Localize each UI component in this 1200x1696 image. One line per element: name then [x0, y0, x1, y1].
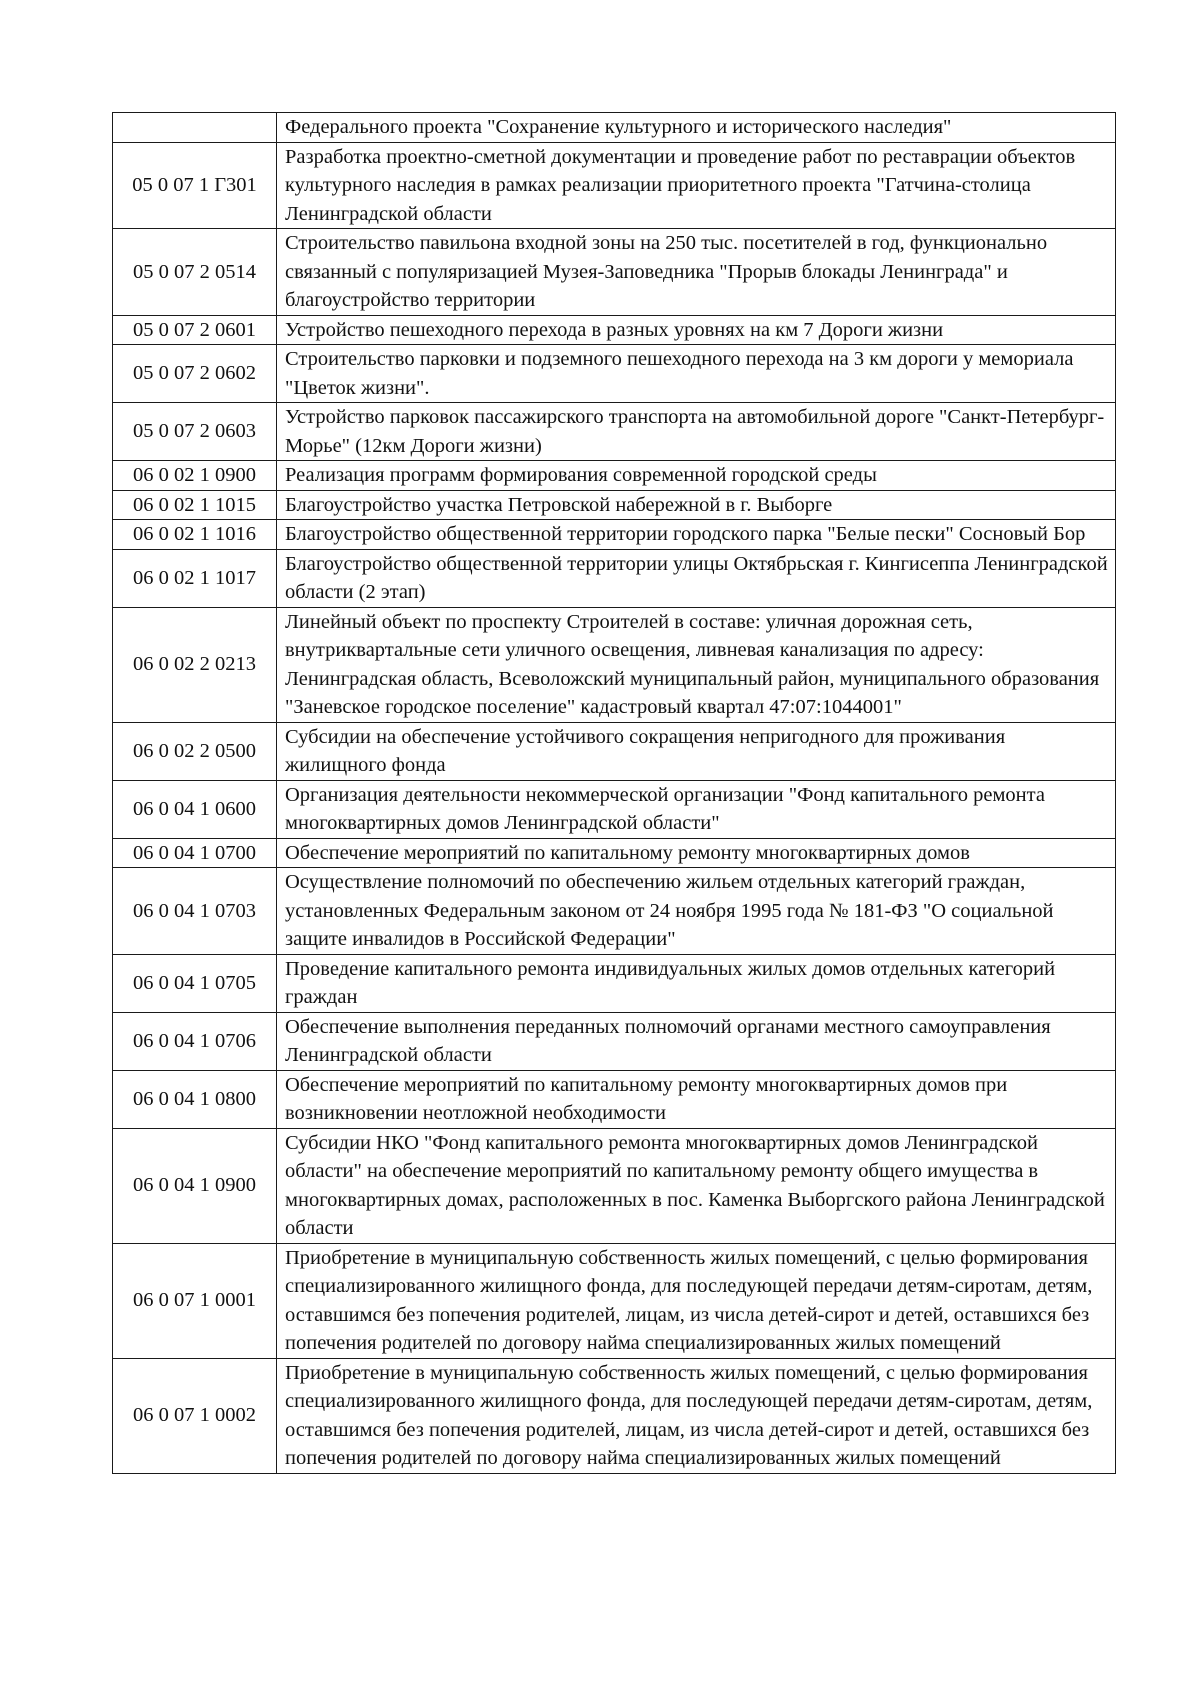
code-cell: 06 0 02 1 1016 — [113, 520, 277, 550]
description-cell: Обеспечение выполнения переданных полномочий органами местного самоуправления Ленинградской области — [277, 1012, 1116, 1070]
table-row — [113, 142, 1116, 229]
table-row — [113, 1243, 1116, 1358]
code-cell: 06 0 04 1 0800 — [113, 1070, 277, 1128]
table-row — [113, 113, 1116, 143]
code-cell: 06 0 02 1 0900 — [113, 461, 277, 491]
code-cell: 06 0 04 1 0706 — [113, 1012, 277, 1070]
code-cell: 05 0 07 2 0601 — [113, 315, 277, 345]
code-cell: 06 0 04 1 0703 — [113, 868, 277, 955]
table-row — [113, 722, 1116, 780]
description-cell: Линейный объект по проспекту Строителей в составе: уличная дорожная сеть, внутриквартальные сети уличного освещения, ливневая канализация по адресу: Ленинградская область, Всеволожский муниципальный район, муниципального образования "Заневское городское поселение" кадастровый квартал 47:07:1044001" — [277, 607, 1116, 722]
description-cell: Организация деятельности некоммерческой организации "Фонд капитального ремонта многоквартирных домов Ленинградской области" — [277, 780, 1116, 838]
table-row — [113, 954, 1116, 1012]
description-cell: Устройство пешеходного перехода в разных уровнях на км 7 Дороги жизни — [277, 315, 1116, 345]
table-row — [113, 520, 1116, 550]
description-cell: Разработка проектно-сметной документации и проведение работ по реставрации объектов культурного наследия в рамках реализации приоритетного проекта "Гатчина-столица Ленинградской области — [277, 142, 1116, 229]
table-row — [113, 229, 1116, 316]
code-cell: 06 0 07 1 0002 — [113, 1358, 277, 1473]
table-row — [113, 1358, 1116, 1473]
description-cell: Благоустройство общественной территории городского парка "Белые пески" Сосновый Бор — [277, 520, 1116, 550]
description-cell: Реализация программ формирования современной городской среды — [277, 461, 1116, 491]
description-cell: Обеспечение мероприятий по капитальному ремонту многоквартирных домов — [277, 838, 1116, 868]
table-row — [113, 1128, 1116, 1243]
table-row — [113, 549, 1116, 607]
code-cell: 06 0 07 1 0001 — [113, 1243, 277, 1358]
table-row — [113, 461, 1116, 491]
code-cell: 06 0 02 1 1015 — [113, 490, 277, 520]
code-cell: 06 0 04 1 0705 — [113, 954, 277, 1012]
table-row — [113, 1070, 1116, 1128]
code-cell: 06 0 04 1 0600 — [113, 780, 277, 838]
table-row — [113, 490, 1116, 520]
table-row — [113, 315, 1116, 345]
code-cell: 06 0 04 1 0900 — [113, 1128, 277, 1243]
table-row — [113, 345, 1116, 403]
code-cell: 05 0 07 2 0602 — [113, 345, 277, 403]
code-cell: 06 0 02 2 0213 — [113, 607, 277, 722]
description-cell: Проведение капитального ремонта индивидуальных жилых домов отдельных категорий граждан — [277, 954, 1116, 1012]
table-row — [113, 1012, 1116, 1070]
code-cell: 05 0 07 2 0603 — [113, 403, 277, 461]
description-cell: Субсидии НКО "Фонд капитального ремонта многоквартирных домов Ленинградской области" на обеспечение мероприятий по капитальному ремонту общего имущества в многоквартирных домах, расположенных в пос. Каменка Выборгского района Ленинградской области — [277, 1128, 1116, 1243]
table-body — [113, 113, 1116, 1474]
description-cell: Осуществление полномочий по обеспечению жильем отдельных категорий граждан, установленных Федеральным законом от 24 ноября 1995 года № 181-ФЗ "О социальной защите инвалидов в Российской Федерации" — [277, 868, 1116, 955]
description-cell: Федерального проекта "Сохранение культурного и исторического наследия" — [277, 113, 1116, 143]
description-cell: Устройство парковок пассажирского транспорта на автомобильной дороге "Санкт-Петербург-Морье" (12км Дороги жизни) — [277, 403, 1116, 461]
description-cell: Благоустройство участка Петровской набережной в г. Выборге — [277, 490, 1116, 520]
table-row — [113, 607, 1116, 722]
code-cell: 06 0 04 1 0700 — [113, 838, 277, 868]
description-cell: Субсидии на обеспечение устойчивого сокращения непригодного для проживания жилищного фонда — [277, 722, 1116, 780]
code-cell — [113, 113, 277, 143]
description-cell: Строительство парковки и подземного пешеходного перехода на 3 км дороги у мемориала "Цветок жизни". — [277, 345, 1116, 403]
code-cell: 06 0 02 1 1017 — [113, 549, 277, 607]
description-cell: Благоустройство общественной территории улицы Октябрьская г. Кингисеппа Ленинградской области (2 этап) — [277, 549, 1116, 607]
description-cell: Обеспечение мероприятий по капитальному ремонту многоквартирных домов при возникновении неотложной необходимости — [277, 1070, 1116, 1128]
description-cell: Приобретение в муниципальную собственность жилых помещений, с целью формирования специализированного жилищного фонда, для последующей передачи детям-сиротам, детям, оставшимся без попечения родителей, лицам, из числа детей-сирот и детей, оставшихся без попечения родителей по договору найма специализированных жилых помещений — [277, 1358, 1116, 1473]
description-cell: Строительство павильона входной зоны на 250 тыс. посетителей в год, функционально связанный с популяризацией Музея-Заповедника "Прорыв блокады Ленинграда" и благоустройство территории — [277, 229, 1116, 316]
table-row — [113, 403, 1116, 461]
budget-codes-table — [112, 112, 1116, 1474]
code-cell: 05 0 07 1 Г301 — [113, 142, 277, 229]
code-cell: 06 0 02 2 0500 — [113, 722, 277, 780]
description-cell: Приобретение в муниципальную собственность жилых помещений, с целью формирования специализированного жилищного фонда, для последующей передачи детям-сиротам, детям, оставшимся без попечения родителей, лицам, из числа детей-сирот и детей, оставшихся без попечения родителей по договору найма специализированных жилых помещений — [277, 1243, 1116, 1358]
table-row — [113, 780, 1116, 838]
code-cell: 05 0 07 2 0514 — [113, 229, 277, 316]
table-row — [113, 868, 1116, 955]
table-row — [113, 838, 1116, 868]
